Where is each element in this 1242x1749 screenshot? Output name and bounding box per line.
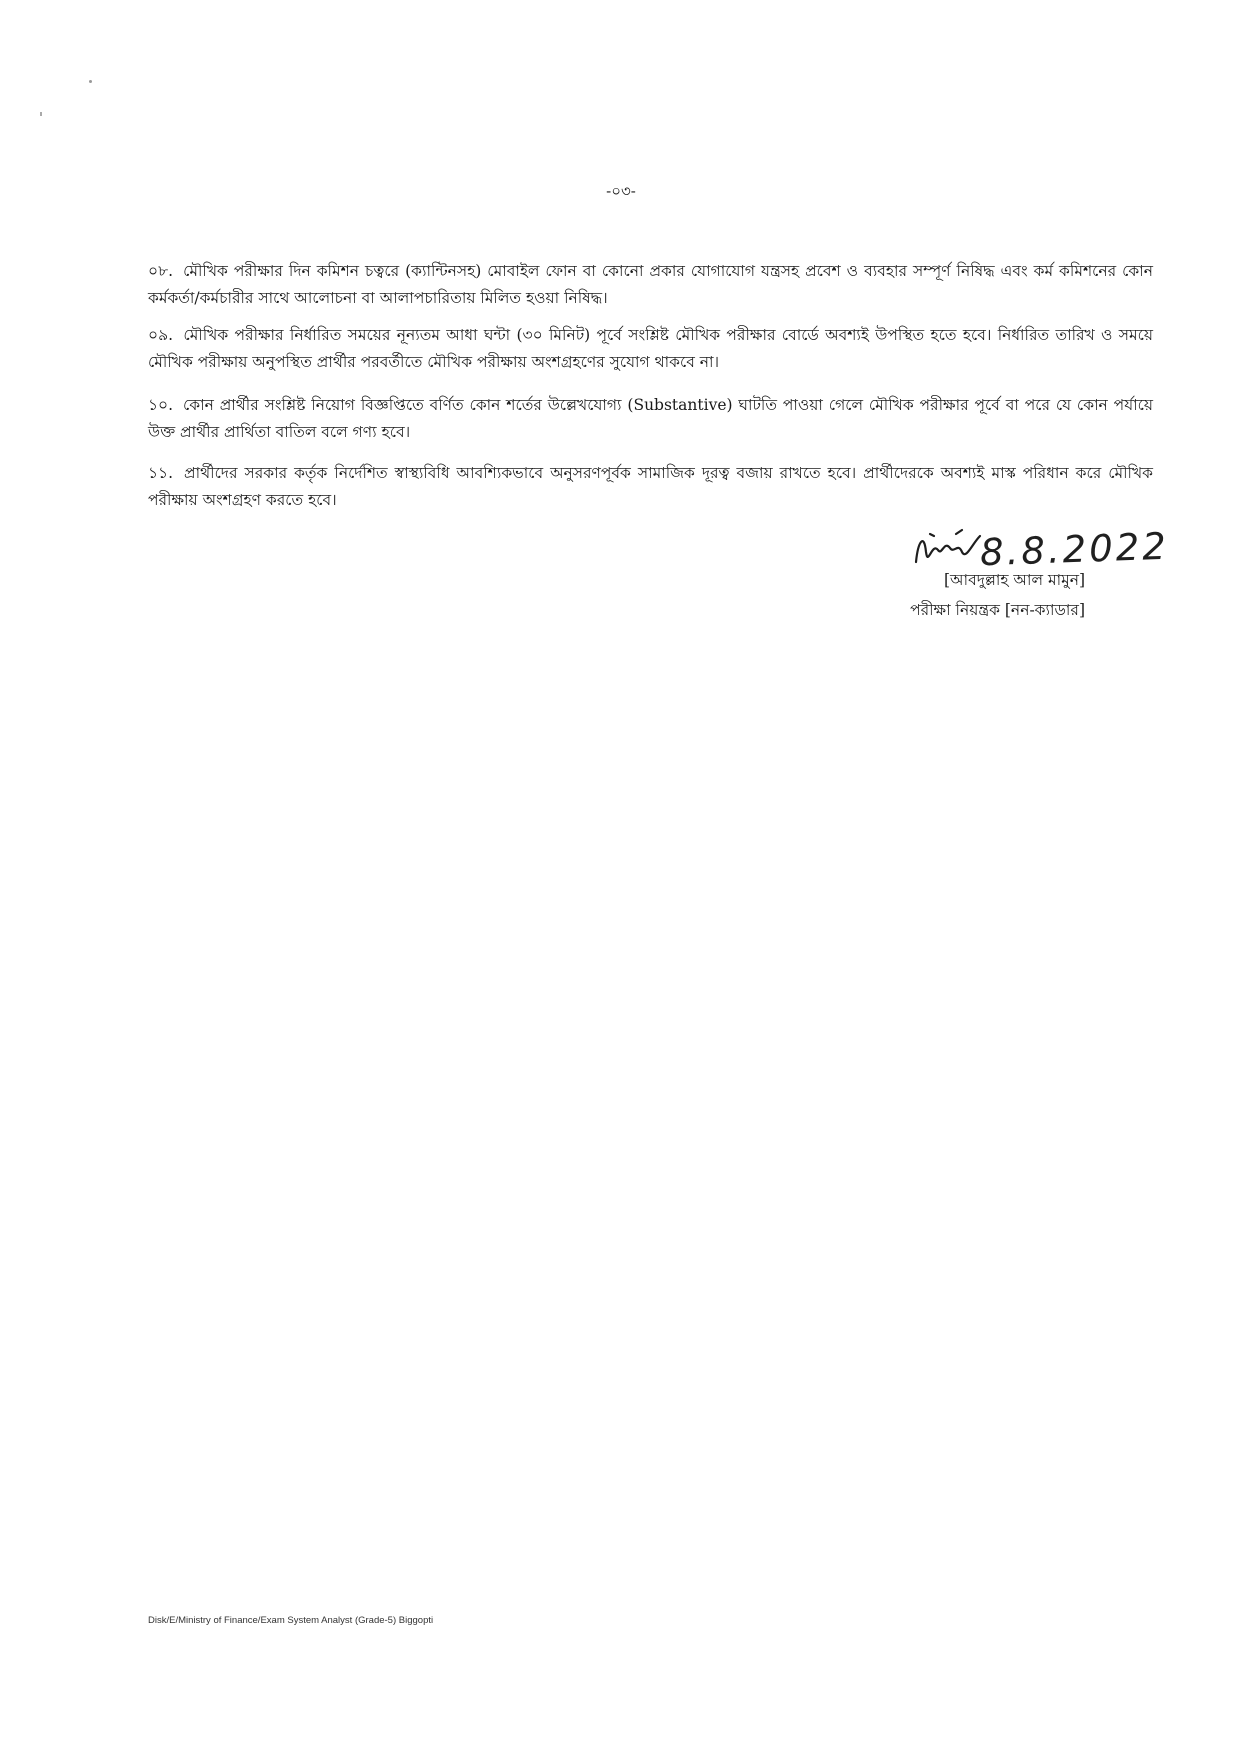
signatory-name: [আবদুল্লাহ আল মামুন] (943, 571, 1085, 589)
paragraph-08 (148, 258, 1153, 312)
paragraph-number: ১০. (148, 396, 174, 414)
document-footer: Disk/E/Ministry of Finance/Exam System Analyst (Grade-5) Biggopti (148, 1615, 434, 1626)
paragraph-11 (148, 460, 1153, 514)
signature-date: 8.8.2022 (979, 524, 1170, 575)
paragraph-09 (148, 322, 1153, 376)
scan-speck (40, 112, 42, 116)
paragraph-number: ০৯. (148, 326, 174, 344)
page-number: -০৩- (606, 182, 636, 200)
paragraph-text: মৌখিক পরীক্ষার নির্ধারিত সময়ের নূন্যতম আধা ঘন্টা (৩০ মিনিট) পূর্বে সংশ্লিষ্ট মৌখিক পরীক্ষার বোর্ডে অবশ্যই উপস্থিত হতে হবে। নির্ধারিত তারিখ ও সময়ে মৌখিক পরীক্ষায় অনুপস্থিত প্রার্থীর পরবর্তীতে মৌখিক পরীক্ষায় অংশগ্রহণের সুযোগ থাকবে না। (148, 326, 1153, 371)
paragraph-text: প্রার্থীদের সরকার কর্তৃক নির্দেশিত স্বাস্থ্যবিধি আবশ্যিকভাবে অনুসরণপূর্বক সামাজিক দূরত্ব বজায় রাখতে হবে। প্রার্থীদেরকে অবশ্যই মাস্ক পরিধান করে মৌখিক পরীক্ষায় অংশগ্রহণ করতে হবে। (148, 464, 1153, 509)
paragraph-text: কোন প্রার্থীর সংশ্লিষ্ট নিয়োগ বিজ্ঞপ্তিতে বর্ণিত কোন শর্তের উল্লেখযোগ্য (Substantive) ঘাটতি পাওয়া গেলে মৌখিক পরীক্ষার পূর্বে বা পরে যে কোন পর্যায়ে উক্ত প্রার্থীর প্রার্থিতা বাতিল বলে গণ্য হবে। (148, 396, 1153, 441)
paragraph-number: ০৮. (148, 262, 174, 280)
paragraph-number: ১১. (148, 464, 174, 482)
scan-speck (89, 80, 92, 83)
signatory-title: পরীক্ষা নিয়ন্ত্রক [নন-ক্যাডার] (910, 601, 1085, 619)
paragraph-text: মৌখিক পরীক্ষার দিন কমিশন চত্বরে (ক্যান্টিনসহ) মোবাইল ফোন বা কোনো প্রকার যোগাযোগ যন্ত্রসহ প্রবেশ ও ব্যবহার সম্পূর্ণ নিষিদ্ধ এবং কর্ম কমিশনের কোন কর্মকর্তা/কর্মচারীর সাথে আলোচনা বা আলাপচারিতায় মিলিত হওয়া নিষিদ্ধ। (148, 262, 1153, 307)
paragraph-10 (148, 392, 1153, 446)
